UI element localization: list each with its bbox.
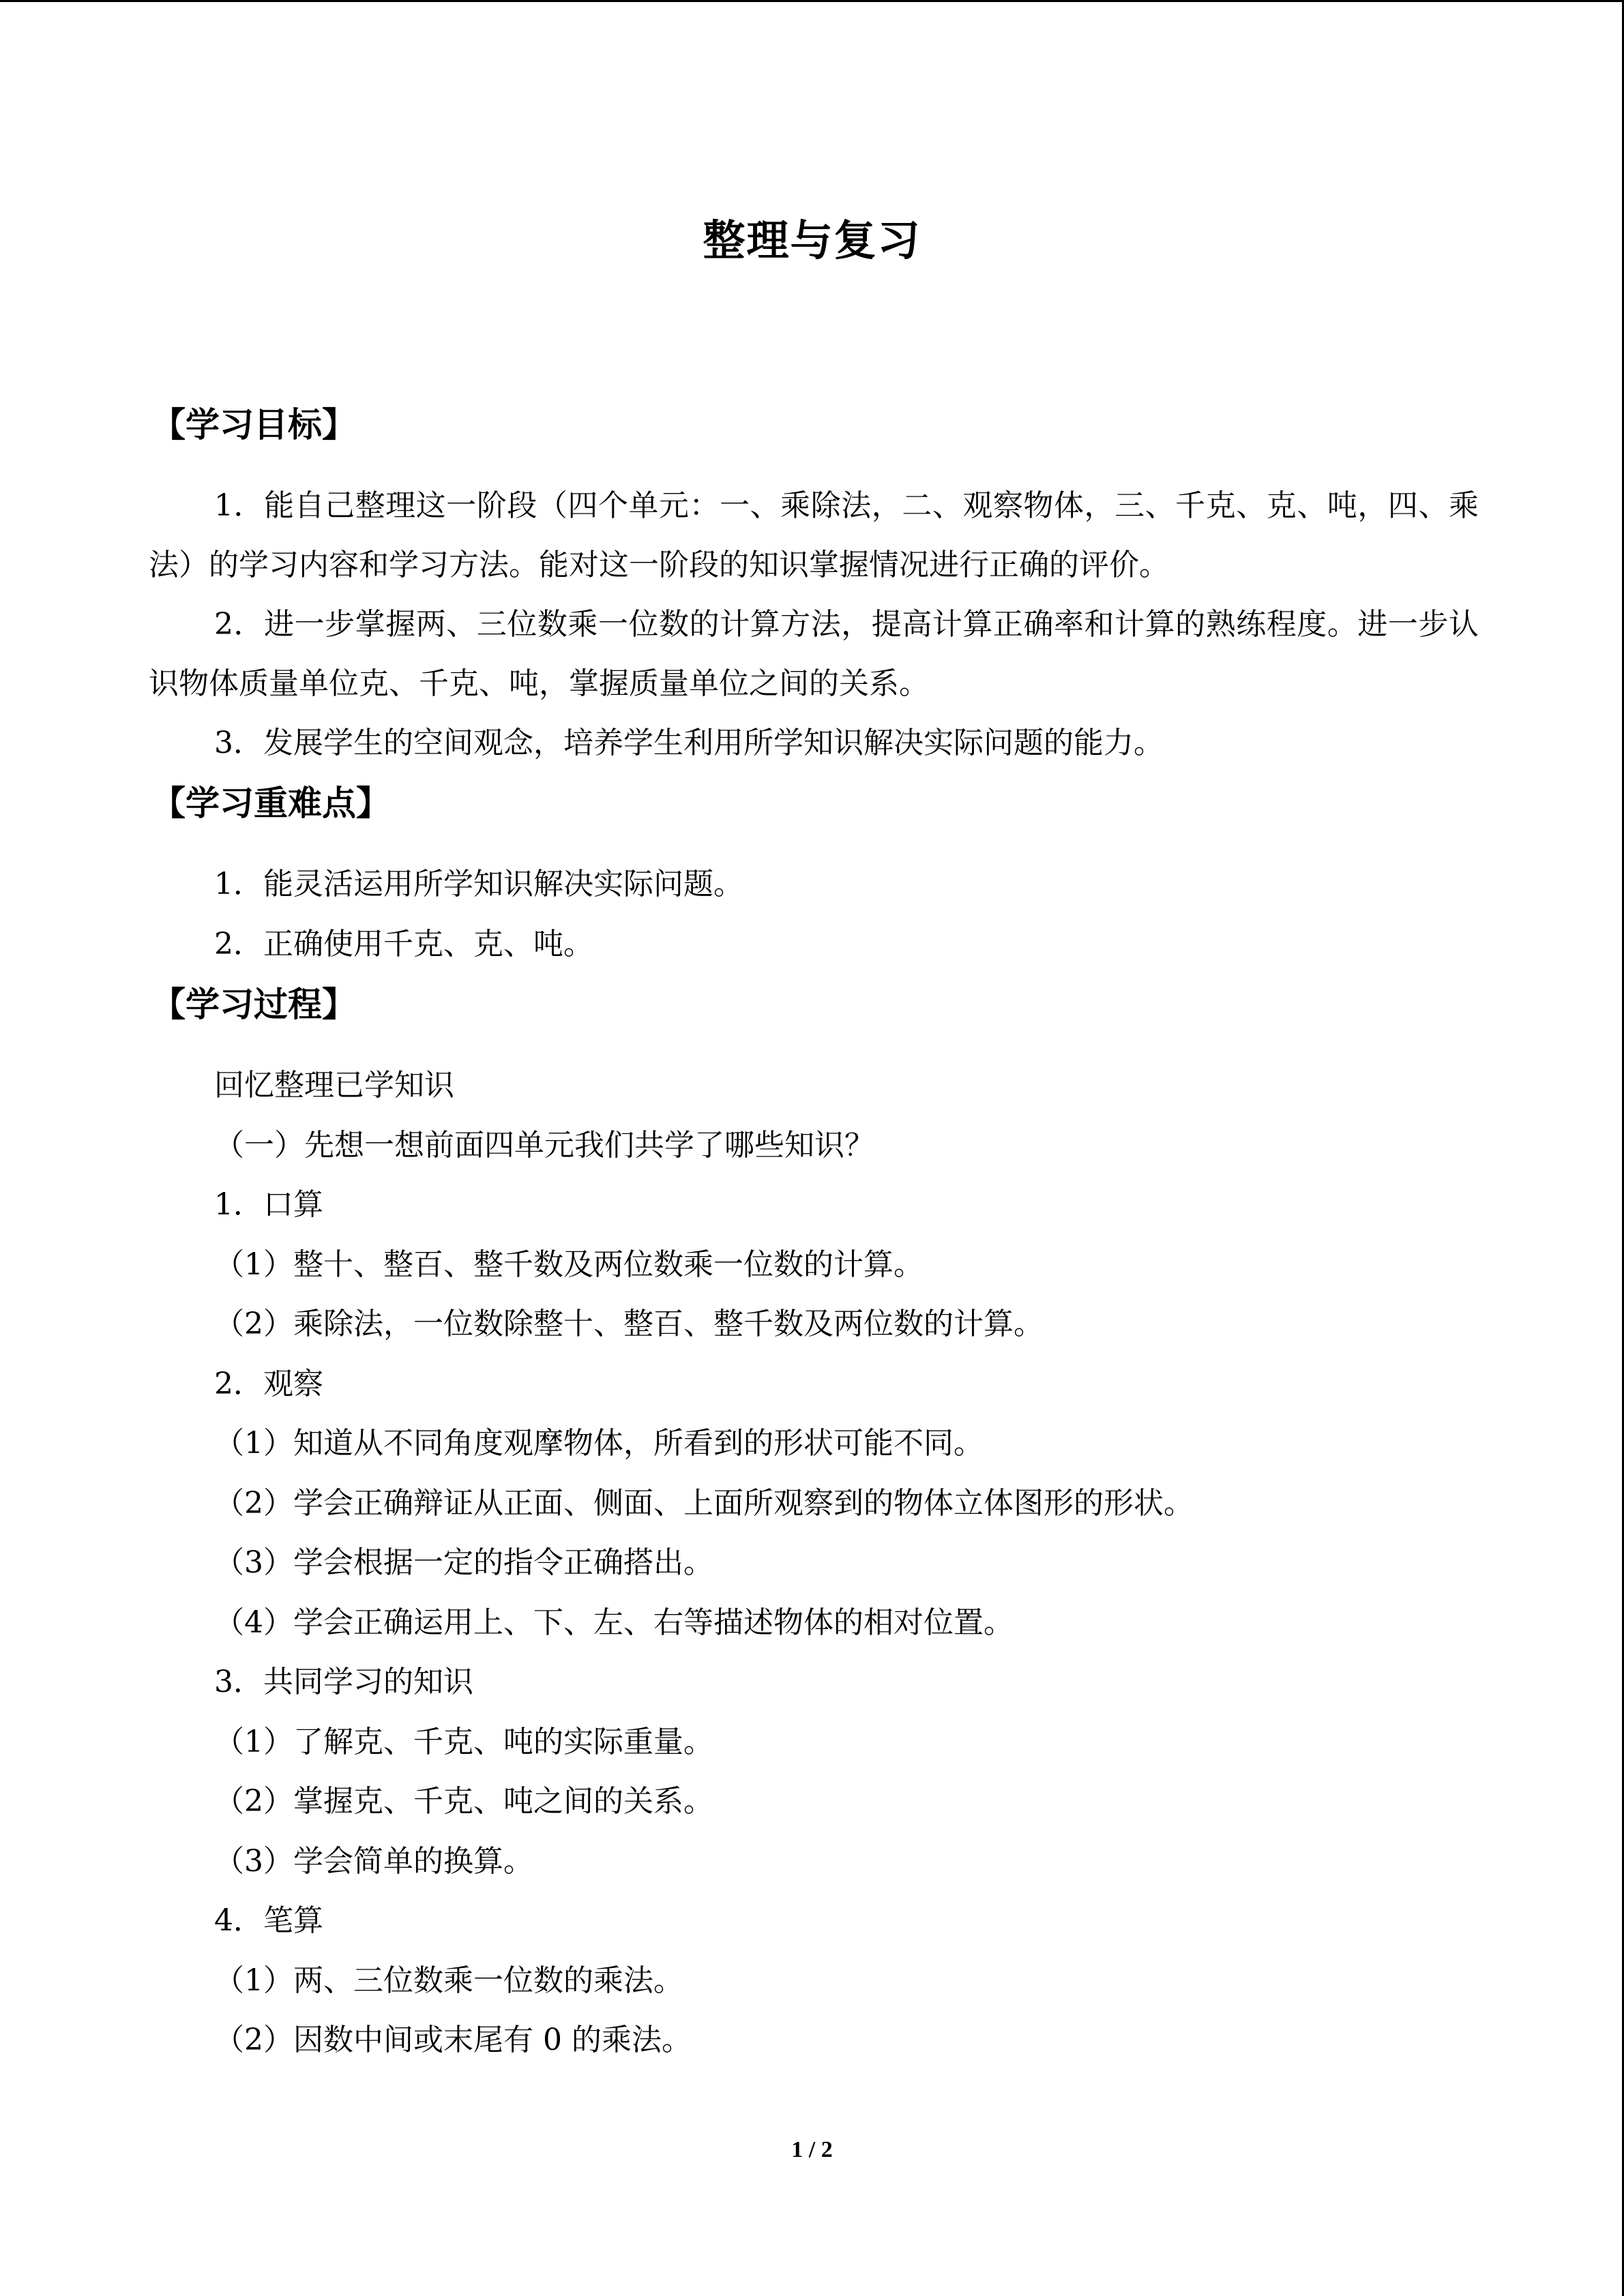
section-heading-process: 【学习过程】 xyxy=(151,984,356,1024)
process-line: （2）掌握克、千克、吨之间的关系。 xyxy=(214,1784,713,1819)
goal-item-2: 2．进一步掌握两、三位数乘一位数的计算方法，提高计算正确率和计算的熟练程度。进一步认识物体质量单位克、千克、吨，掌握质量单位之间的关系。 xyxy=(149,607,1479,701)
process-line: （2）学会正确辩证从正面、侧面、上面所观察到的物体立体图形的形状。 xyxy=(214,1485,1194,1521)
goal-item-1: 1．能自己整理这一阶段（四个单元：一、乘除法，二、观察物体，三、千克、克、吨，四、乘法）的学习内容和学习方法。能对这一阶段的知识掌握情况进行正确的评价。 xyxy=(149,488,1479,582)
process-line: （2）乘除法，一位数除整十、整百、整千数及两位数的计算。 xyxy=(214,1307,1044,1341)
process-line: （1）了解克、千克、吨的实际重量。 xyxy=(214,1724,713,1759)
process-line: （2）因数中间或末尾有 0 的乘法。 xyxy=(214,2023,692,2057)
section-heading-goals: 【学习目标】 xyxy=(151,404,356,445)
key-point-item-2: 2．正确使用千克、克、吨。 xyxy=(214,926,593,961)
process-line: （1）两、三位数乘一位数的乘法。 xyxy=(214,1963,683,1998)
process-line: 回忆整理已学知识 xyxy=(214,1068,454,1103)
process-line: 2．观察 xyxy=(214,1366,323,1401)
goal-item-3: 3．发展学生的空间观念，培养学生利用所学知识解决实际问题的能力。 xyxy=(214,726,1164,760)
page-number: 1 / 2 xyxy=(791,2137,833,2162)
process-line: （一）先想一想前面四单元我们共学了哪些知识？ xyxy=(214,1127,874,1163)
process-line: （3）学会简单的换算。 xyxy=(214,1843,533,1879)
section-heading-key-points: 【学习重难点】 xyxy=(151,783,390,823)
process-line: （1）整十、整百、整千数及两位数乘一位数的计算。 xyxy=(214,1247,924,1282)
process-line: 1．口算 xyxy=(214,1187,323,1222)
document-title: 整理与复习 xyxy=(703,215,921,265)
process-line: （3）学会根据一定的指令正确搭出。 xyxy=(214,1545,713,1580)
key-point-item-1: 1．能灵活运用所学知识解决实际问题。 xyxy=(214,867,743,901)
document-body xyxy=(149,394,1479,2070)
process-line: 4．笔算 xyxy=(214,1903,323,1938)
process-line: （4）学会正确运用上、下、左、右等描述物体的相对位置。 xyxy=(214,1605,1014,1640)
process-line: 3．共同学习的知识 xyxy=(214,1665,473,1699)
process-line: （1）知道从不同角度观摩物体，所看到的形状可能不同。 xyxy=(214,1426,984,1461)
